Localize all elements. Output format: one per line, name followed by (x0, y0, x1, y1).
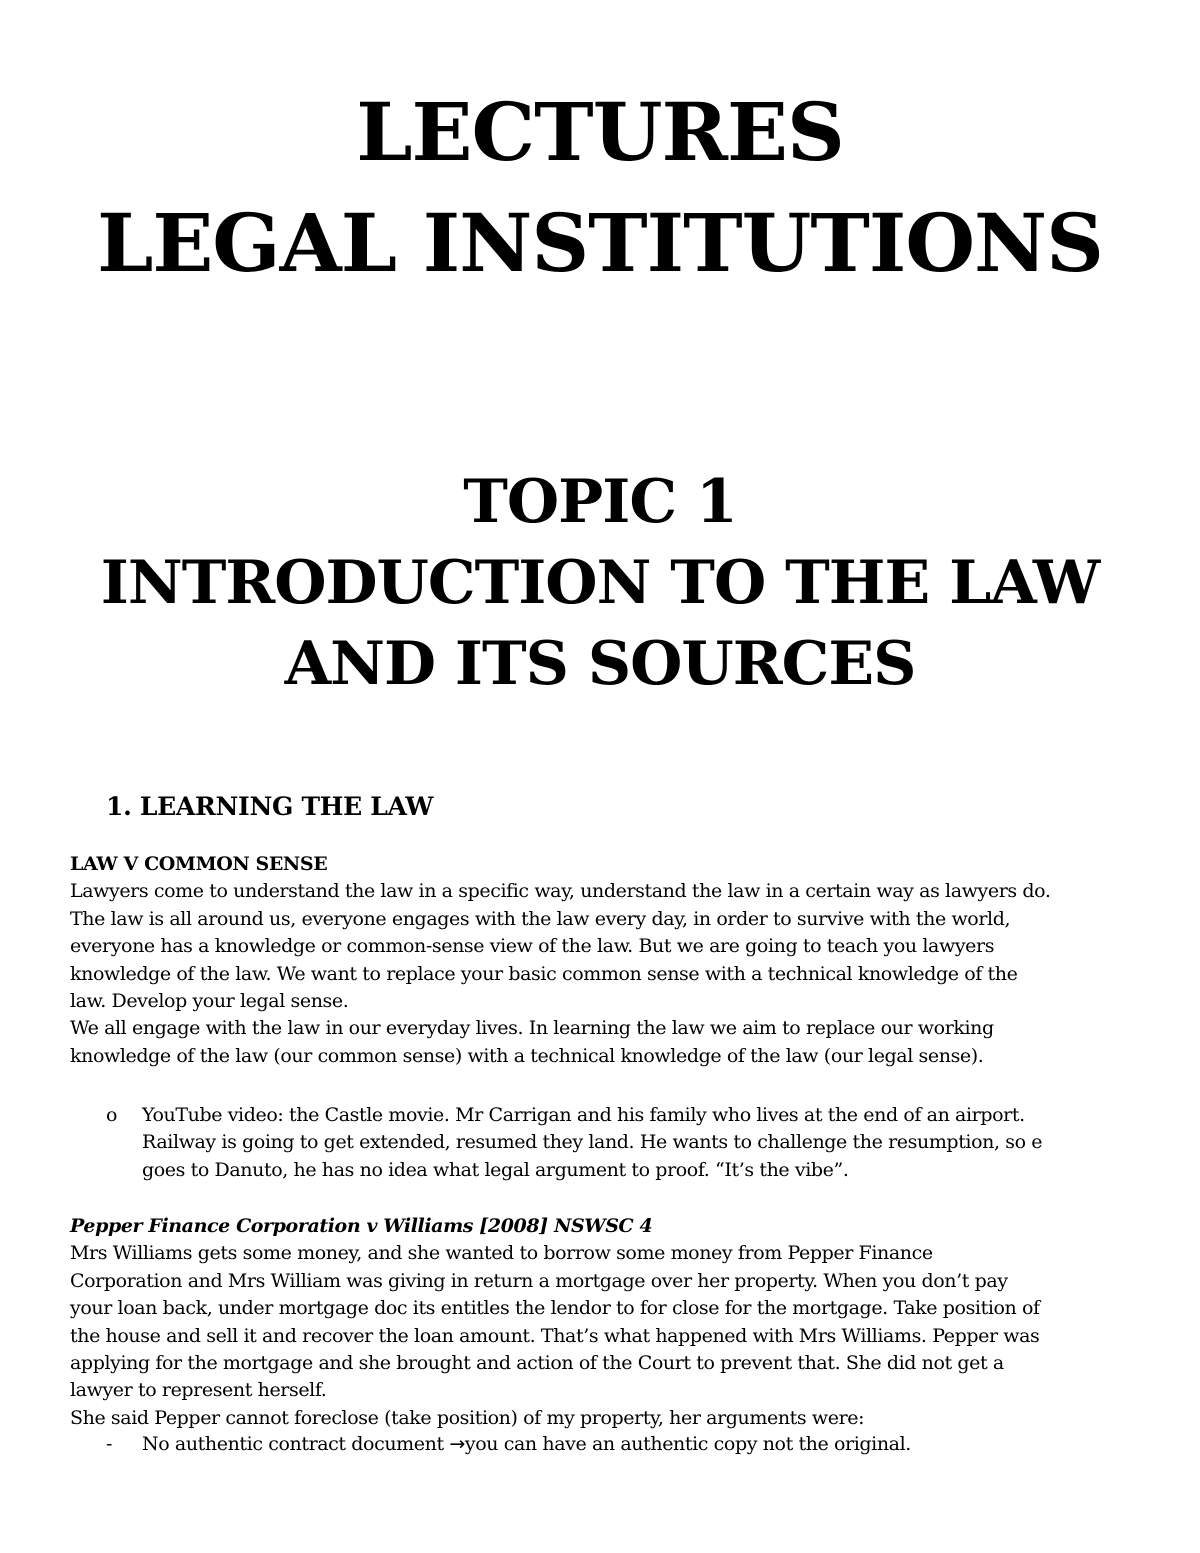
bullet-circle-icon: o (106, 1104, 118, 1126)
bullet-item (70, 1431, 1145, 1458)
paragraph-line: lawyer to represent herself. (70, 1379, 327, 1402)
document-title-line1: LECTURES (356, 85, 844, 179)
bullet-item (70, 1102, 1145, 1184)
paragraph-line: We all engage with the law in our everyday lives. In learning the law we aim to replace our working (70, 1017, 994, 1040)
arrow-right-icon: → (449, 1433, 465, 1455)
case-body (70, 1213, 1145, 1432)
paragraph-line: the house and sell it and recover the loan amount. That’s what happened with Mrs Williams. Pepper was (70, 1324, 1040, 1347)
section-heading: 1. LEARNING THE LAW (106, 792, 434, 821)
paragraph-line: Lawyers come to understand the law in a specific way, understand the law in a certain way as lawyers do. (70, 880, 1051, 903)
topic-number: TOPIC 1 (463, 467, 737, 537)
paragraph-line: Mrs Williams gets some money, and she wanted to borrow some money from Pepper Finance (70, 1242, 933, 1265)
document-title-line2: LEGAL INSTITUTIONS (97, 196, 1103, 290)
subheading: LAW V COMMON SENSE (70, 853, 328, 875)
bullet-line: Railway is going to get extended, resumed they land. He wants to challenge the resumption, so e (142, 1131, 1043, 1154)
paragraph-line: everyone has a knowledge or common-sense view of the law. But we are going to teach you lawyers (70, 935, 995, 958)
paragraph-line: knowledge of the law (our common sense) with a technical knowledge of the law (our legal sense). (70, 1044, 984, 1067)
paragraph-line: She said Pepper cannot foreclose (take position) of my property, her arguments were: (70, 1406, 865, 1429)
paragraph-line: knowledge of the law. We want to replace your basic common sense with a technical knowledge of the (70, 962, 1018, 985)
topic-title-line2: AND ITS SOURCES (284, 629, 916, 699)
bullet-text: you can have an authentic copy not the original. (464, 1433, 911, 1455)
paragraph-line: law. Develop your legal sense. (70, 990, 349, 1013)
bullet-line (142, 1431, 1145, 1458)
bullet-line: goes to Danuto, he has no idea what legal argument to proof. “It’s the vibe”. (142, 1158, 849, 1181)
paragraph-line: The law is all around us, everyone engages with the law every day, in order to survive with the world, (70, 907, 1011, 930)
section-body (70, 851, 1145, 1070)
paragraph-line: applying for the mortgage and she brought and action of the Court to prevent that. She did not get a (70, 1352, 1004, 1375)
paragraph-line: Corporation and Mrs William was giving in return a mortgage over her property. When you don’t pay (70, 1269, 1008, 1292)
case-title: Pepper Finance Corporation v Williams [2008] NSWSC 4 (70, 1215, 653, 1237)
paragraph-line: your loan back, under mortgage doc its entitles the lendor to for close for the mortgage. Take position of (70, 1297, 1040, 1320)
topic-title-line1: INTRODUCTION TO THE LAW (100, 548, 1100, 618)
bullet-line: YouTube video: the Castle movie. Mr Carrigan and his family who lives at the end of an airport. (142, 1104, 1025, 1126)
bullet-dash-icon: - (106, 1433, 113, 1455)
bullet-text: No authentic contract document (142, 1433, 450, 1455)
